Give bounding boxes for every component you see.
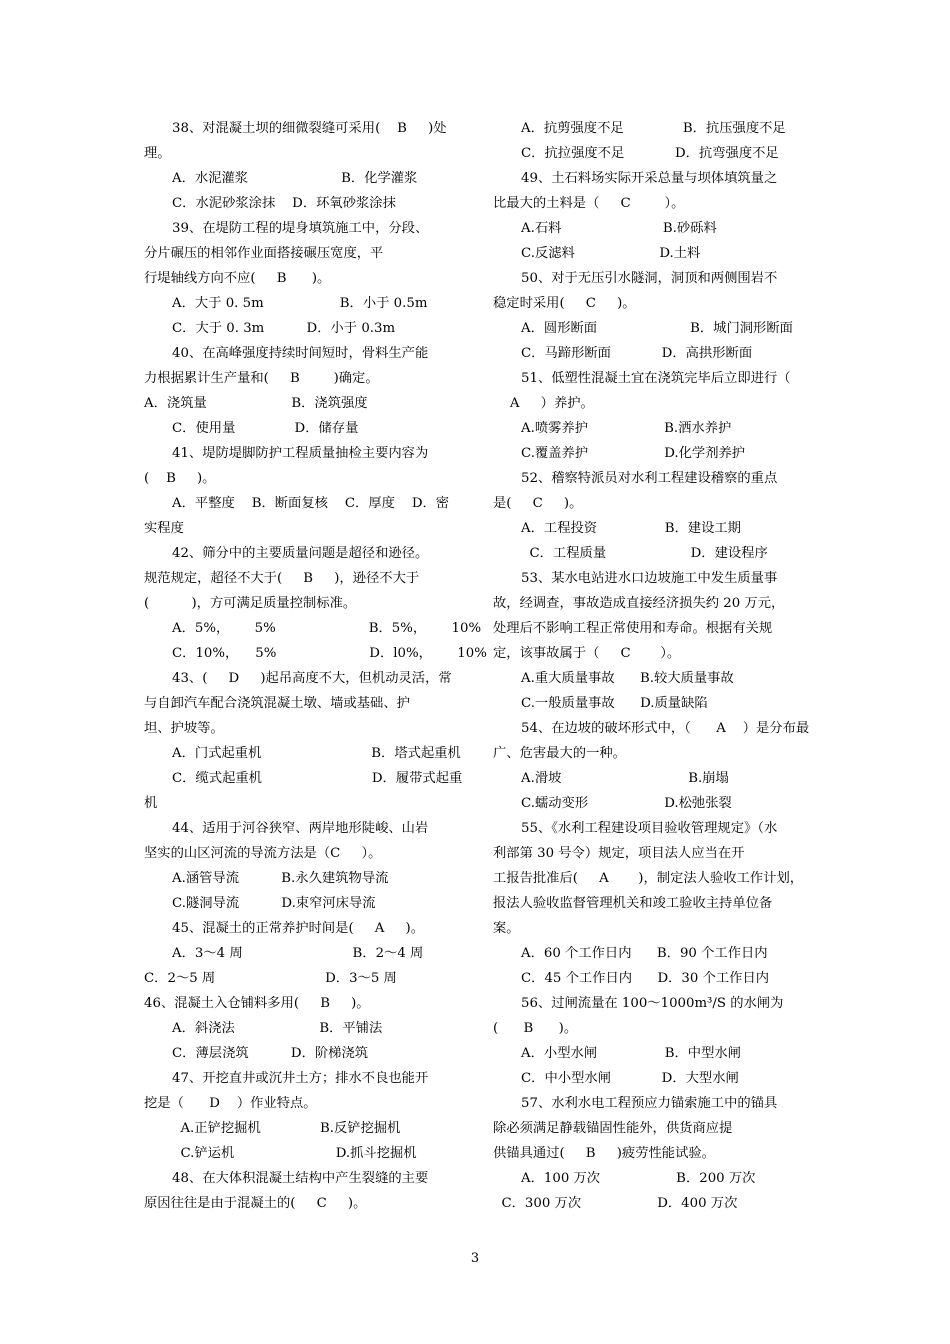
text-line: A．5%， 5% B．5%， 10% [172,621,482,636]
text-line: A．水泥灌浆 B．化学灌浆 [172,171,418,186]
text-line: C．使用量 D．储存量 [172,421,359,436]
text-line: A．门式起重机 B．塔式起重机 [172,746,461,761]
text-line: C．300 万次 D．400 万次 [493,1196,738,1211]
text-line: C.一般质量事故 D.质量缺陷 [521,696,708,711]
text-line: 43、( D )起吊高度不大，但机动灵活，常 [172,671,452,686]
text-line: C．马蹄形断面 D．高拱形断面 [521,346,753,361]
text-line: 45、混凝土的正常养护时间是( A )。 [172,921,425,936]
text-line: 分片碾压的相邻作业面搭接碾压宽度，平 [144,246,384,261]
text-line: 利部第 30 号令）规定，项目法人应当在开 [493,846,745,861]
text-line: 40、在高峰强度持续时间短时，骨料生产能 [172,346,429,361]
text-line: 坦、护坡等。 [144,721,224,736]
text-line: C．45 个工作日内 D．30 个工作日内 [521,971,770,986]
text-line: A．小型水闸 B．中型水闸 [521,1046,741,1061]
text-line: 坚实的山区河流的导流方法是（C ）。 [144,846,382,861]
text-line: ( )，方可满足质量控制标准。 [144,596,357,611]
text-line: 案。 [493,921,520,936]
text-line: 51、低塑性混凝土宜在浇筑完毕后立即进行（ [521,371,791,386]
text-line: 原因往往是由于混凝土的( C )。 [144,1196,367,1211]
text-line: A．60 个工作日内 B．90 个工作日内 [521,946,768,961]
text-line: 力根据累计生产量和( B )确定。 [144,371,379,386]
text-line: 47、开挖直井或沉井土方；排水不良也能开 [172,1071,429,1086]
text-line: C．水泥砂浆涂抹 D．环氧砂浆涂抹 [172,196,396,211]
text-line: A.喷雾养护 B.洒水养护 [521,421,732,436]
text-line: A．斜浇法 B．平铺法 [172,1021,383,1036]
text-line: 57、水利水电工程预应力锚索施工中的锚具 [521,1096,778,1111]
text-line: 56、过闸流量在 100～1000m³/S 的水闸为 [521,996,784,1011]
text-line: A．圆形断面 B．城门洞形断面 [521,321,793,336]
text-line: 41、堤防堤脚防护工程质量抽检主要内容为 [172,446,429,461]
text-line: 规范规定，超径不大于( B )，逊径不大于 [144,571,420,586]
text-line: 供锚具通过( B )疲劳性能试验。 [493,1146,715,1161]
text-line: 是( C )。 [493,496,583,511]
text-line: 53、某水电站进水口边坡施工中发生质量事 [521,571,778,586]
text-line: 48、在大体积混凝土结构中产生裂缝的主要 [172,1171,429,1186]
text-line: 定，该事故属于（ C ）。 [493,646,681,661]
text-line: A．平整度 B．断面复核 C．厚度 D．密 [172,496,450,511]
text-line: C．10%， 5% D．l0%， 10% [172,646,487,661]
text-line: ( B )。 [493,1021,578,1036]
text-line: 理。 [144,146,171,161]
text-line: C．大于 0. 3m D．小于 0.3m [172,321,396,336]
text-line: 行堤轴线方向不应( B )。 [144,271,331,286]
page-number: 3 [470,1251,480,1266]
text-line: 机 [144,796,158,811]
left-column [144,116,487,1216]
text-line: A.滑坡 B.崩塌 [521,771,729,786]
text-line: 38、对混凝土坝的细微裂缝可采用( B )处 [172,121,447,136]
text-line: C．工程质量 D．建设程序 [521,546,768,561]
text-line: 55、《水利工程建设项目验收管理规定》（水 [521,821,778,836]
text-line: A ）养护。 [493,396,594,411]
text-line: C．薄层浇筑 D．阶梯浇筑 [172,1046,369,1061]
text-line: C.蠕动变形 D.松弛张裂 [521,796,732,811]
text-line: A．工程投资 B．建设工期 [521,521,741,536]
text-line: 49、土石料场实际开采总量与坝体填筑量之 [521,171,778,186]
text-line: C．2～5 周 D．3～5 周 [144,971,397,986]
text-line: C.覆盖养护 D.化学剂养护 [521,446,746,461]
text-line: C.隧洞导流 D.束窄河床导流 [172,896,376,911]
text-line: ( B )。 [144,471,216,486]
text-line: 实程度 [144,521,184,536]
text-line: A.石料 B.砂砾料 [521,221,717,236]
text-line: 50、对于无压引水隧洞，洞顶和两侧围岩不 [521,271,778,286]
text-line: A．抗剪强度不足 B．抗压强度不足 [521,121,786,136]
text-line: 除必须满足静载锚固性能外，供货商应提 [493,1121,733,1136]
text-line: 42、筛分中的主要质量问题是超径和逊径。 [172,546,429,561]
text-line: 处理后不影响工程正常使用和寿命。根据有关规 [493,621,773,636]
text-line: 与自卸汽车配合浇筑混凝土墩、墙或基础、护 [144,696,410,711]
text-line: C．缆式起重机 D．履带式起重 [172,771,463,786]
text-line: A．3～4 周 B．2～4 周 [172,946,424,961]
text-line: 挖是（ D ）作业特点。 [144,1096,317,1111]
text-line: A．浇筑量 B．浇筑强度 [144,396,368,411]
text-line: A.涵管导流 B.永久建筑物导流 [172,871,389,886]
right-column [493,116,810,1216]
text-line: C．中小型水闸 D．大型水闸 [521,1071,739,1086]
text-line: A．100 万次 B．200 万次 [521,1171,756,1186]
text-line: C.反滤料 D.土料 [521,246,701,261]
text-line: A.正铲挖掘机 B.反铲挖掘机 [172,1121,401,1136]
text-line: 44、适用于河谷狭窄、两岸地形陡峻、山岩 [172,821,429,836]
text-line: 稳定时采用( C )。 [493,296,636,311]
text-line: 46、混凝土入仓铺料多用( B )。 [144,996,370,1011]
text-line: C.铲运机 D.抓斗挖掘机 [172,1146,417,1161]
text-line: 故，经调查，事故造成直接经济损失约 20 万元， [493,596,785,611]
text-line: 52、稽察特派员对水利工程建设稽察的重点 [521,471,778,486]
text-line: A．大于 0. 5m B．小于 0.5m [172,296,428,311]
text-line: C．抗拉强度不足 D．抗弯强度不足 [521,146,779,161]
text-line: 54、在边坡的破坏形式中，（ A ）是分布最 [521,721,810,736]
text-line: 广、危害最大的一种。 [493,746,626,761]
text-line: 报法人验收监督管理机关和竣工验收主持单位备 [493,896,773,911]
text-line: 39、在堤防工程的堤身填筑施工中，分段、 [172,221,429,236]
text-line: 工报告批准后( A )，制定法人验收工作计划， [493,871,804,886]
text-line: A.重大质量事故 B.较大质量事故 [521,671,734,686]
text-line: 比最大的土料是（ C ）。 [493,196,685,211]
